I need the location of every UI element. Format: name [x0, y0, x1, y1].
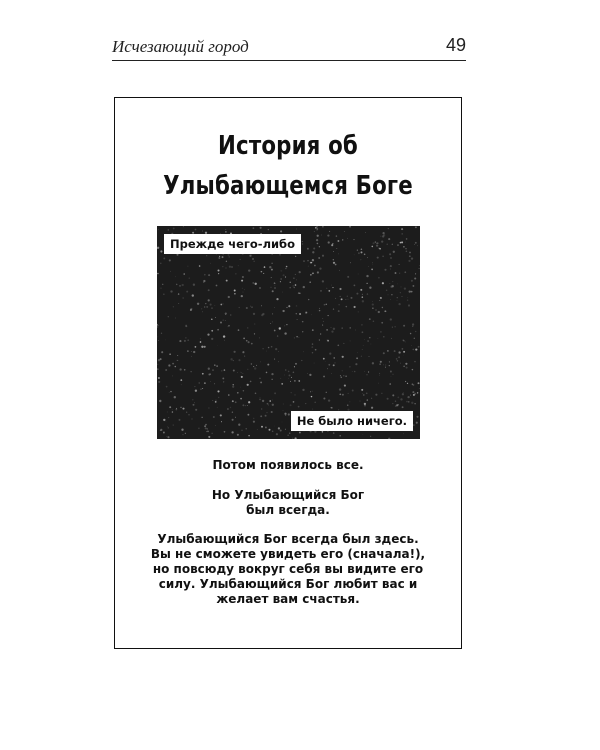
paragraph-smiling-god-always [115, 488, 461, 518]
story-title [146, 126, 430, 206]
story-title-line-2: Улыбающемся Боге [163, 171, 413, 201]
speckle-texture [157, 226, 420, 439]
paragraph-3-line-3: но повсюду вокруг себя вы видите его [152, 562, 424, 576]
paragraph-3-line-2: Вы не сможете увидеть его (сначала!), [150, 547, 426, 561]
caption-before-anything: Прежде чего-либо [164, 234, 301, 254]
paragraph-3-line-4: силу. Улыбающийся Бог любит вас и [158, 577, 418, 591]
story-frame [114, 97, 462, 649]
paragraph-3-line-1: Улыбающийся Бог всегда был здесь. [157, 532, 419, 546]
dark-panel-image [157, 226, 420, 439]
running-head [112, 34, 466, 61]
paragraph-2-line-1: Но Улыбающийся Бог [211, 488, 365, 502]
paragraph-3-line-5: желает вам счастья. [216, 592, 360, 606]
running-title: Исчезающий город [112, 37, 249, 56]
paragraph-then-everything: Потом появилось все. [212, 458, 364, 472]
story-title-line-1: История об [218, 131, 358, 161]
paragraph-2-line-2: был всегда. [246, 503, 330, 517]
page-number: 49 [445, 35, 466, 55]
paragraph-smiling-god-loves-you [115, 532, 461, 607]
caption-there-was-nothing: Не было ничего. [291, 411, 413, 431]
